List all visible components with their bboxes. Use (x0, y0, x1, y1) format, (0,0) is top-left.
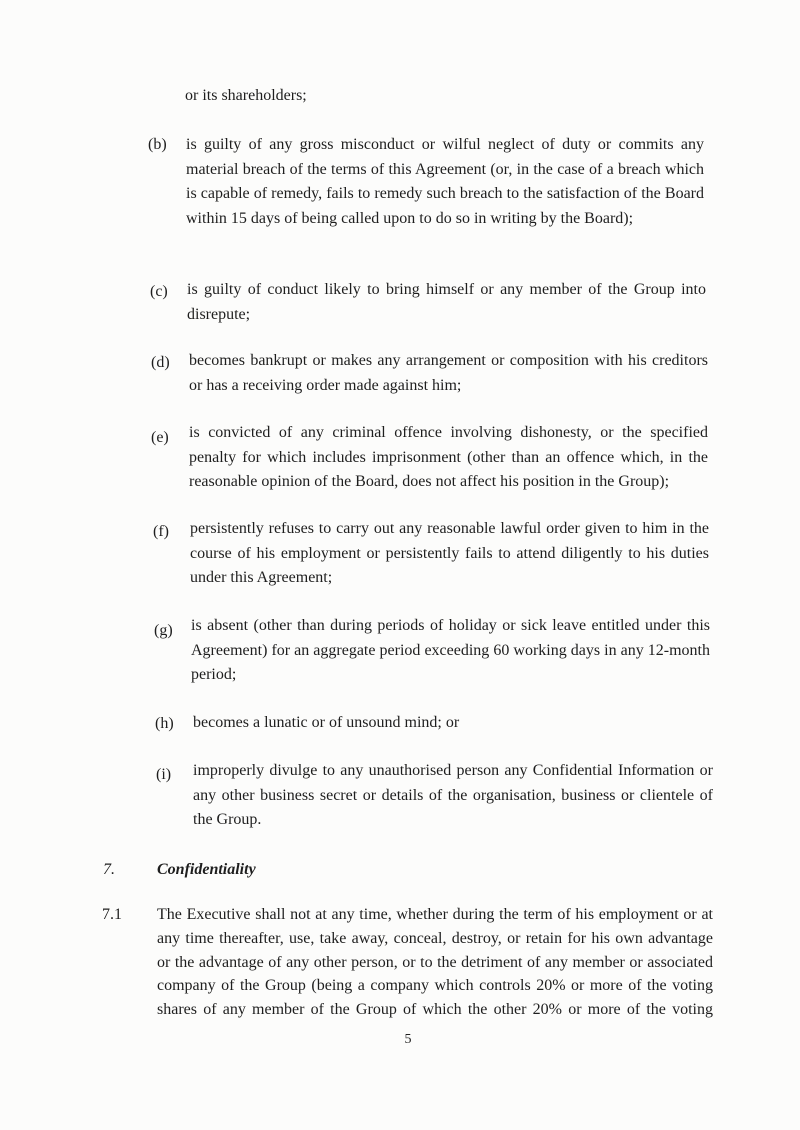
item-label-h: (h) (155, 715, 174, 732)
clause-text: The Executive shall not at any time, whether during the term of his employment or at any time thereafter, use, take away, conceal, destroy, or retain for his own advantage or the advantage of any other person, or to the detriment of any member or associated company of the Group (being a company which controls 20% or more of the voting shares of any member of the Group of which the other 20% or more of the voting (157, 906, 713, 1019)
item-text-g: is absent (other than during periods of holiday or sick leave entitled under this Agreement) for an aggregate period exceeding 60 working days in any 12-month period; (191, 617, 710, 683)
item-label-i: (i) (156, 766, 172, 783)
page-number: 5 (404, 1032, 412, 1047)
item-label-g: (g) (154, 622, 173, 639)
section-number: 7. (103, 861, 115, 878)
item-text-e: is convicted of any criminal offence involving dishonesty, or the specified penalty for which includes imprisonment (other than an offence which, in the reasonable opinion of the Board, does not affect his position in the Group); (189, 424, 708, 490)
item-text-c: is guilty of conduct likely to bring himself or any member of the Group into disrepute; (187, 281, 706, 323)
item-label-e: (e) (151, 429, 169, 446)
section-title: Confidentiality (157, 861, 256, 878)
item-label-b: (b) (148, 136, 167, 153)
clause-number: 7.1 (102, 906, 122, 923)
item-text-d: becomes bankrupt or makes any arrangement or composition with his creditors or has a receiving order made against him; (189, 352, 708, 394)
item-text-f: persistently refuses to carry out any reasonable lawful order given to him in the course of his employment or persistently fails to attend diligently to his duties under this Agreement; (190, 520, 709, 586)
item-label-f: (f) (153, 523, 169, 540)
item-label-d: (d) (151, 354, 170, 371)
item-text-h: becomes a lunatic or of unsound mind; or (193, 714, 460, 731)
item-text-i: improperly divulge to any unauthorised person any Confidential Information or any other business secret or details of the organisation, business or clientele of the Group. (193, 762, 713, 828)
item-text-b: is guilty of any gross misconduct or wilful neglect of duty or commits any material breach of the terms of this Agreement (or, in the case of a breach which is capable of remedy, fails to remedy such breach to the satisfaction of the Board within 15 days of being called upon to do so in writing by the Board); (186, 136, 704, 227)
continuation-text: or its shareholders; (185, 87, 307, 104)
item-label-c: (c) (150, 283, 168, 300)
